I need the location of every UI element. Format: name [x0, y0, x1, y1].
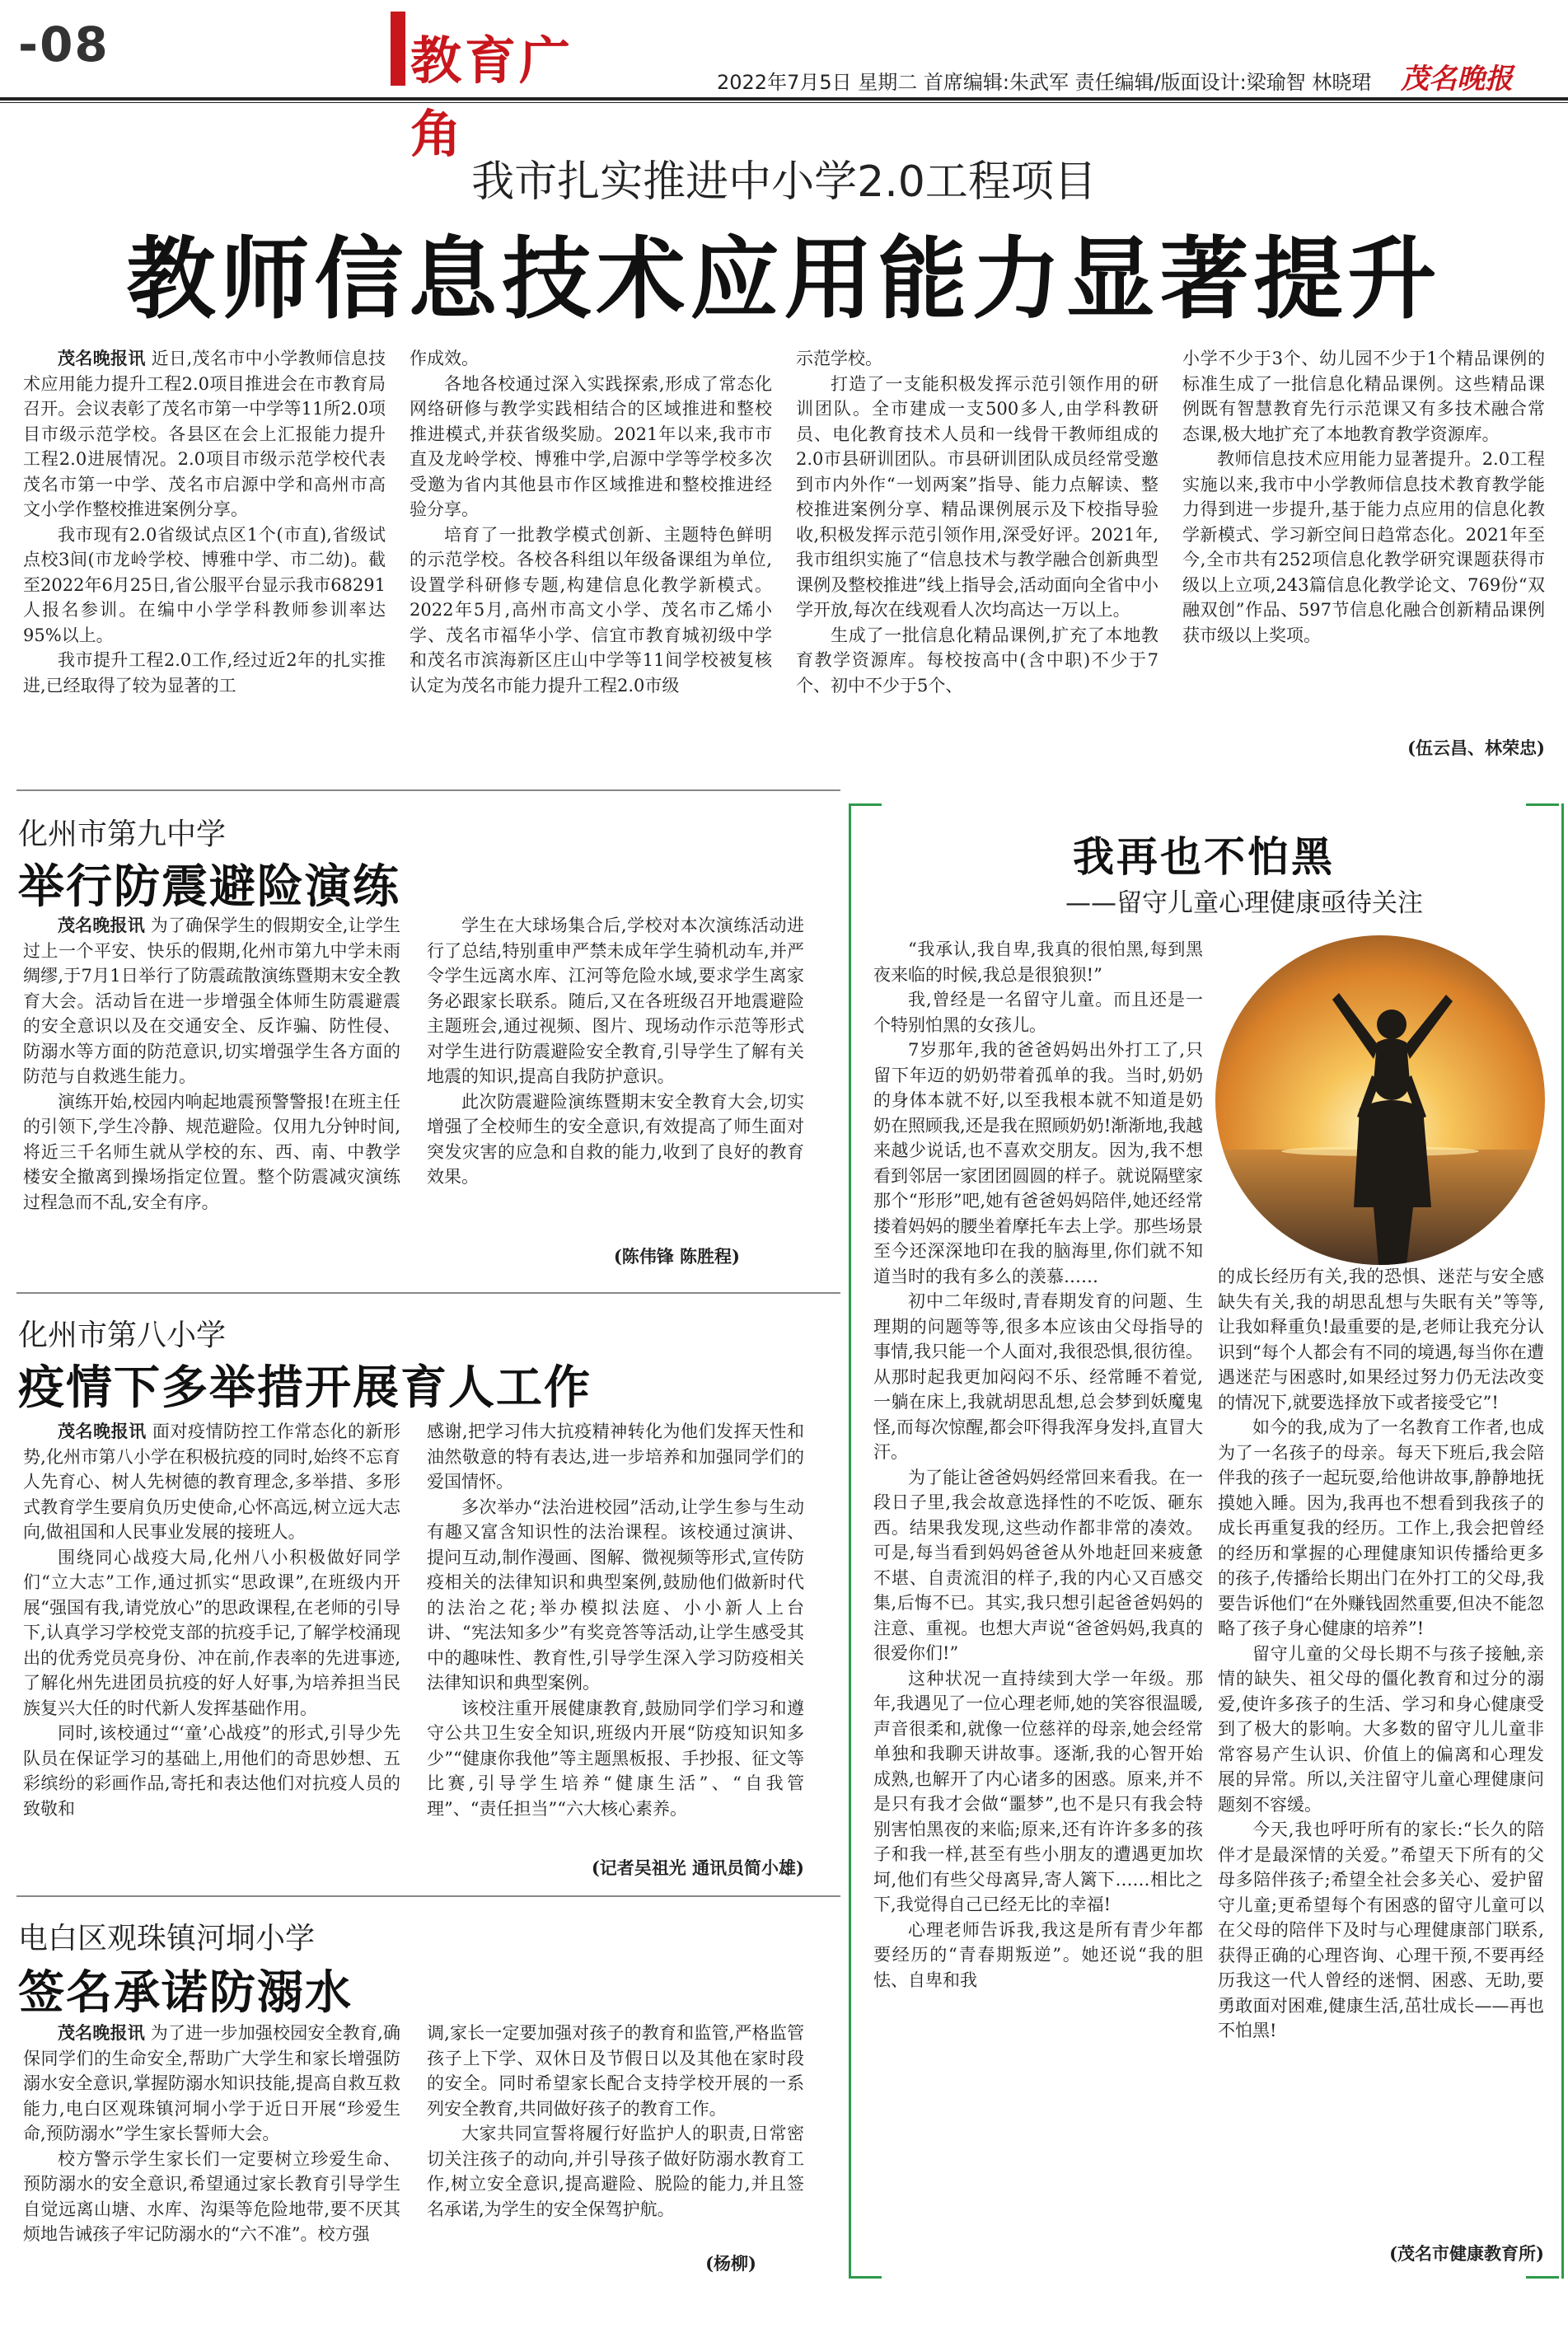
section-label-box	[391, 12, 580, 164]
paragraph-text: 多次举办“法治进校园”活动,让学生参与生动有趣又富含知识性的法治课程。该校通过演讲、提问互动,制作漫画、图解、微视频等形式,宣传防疫相关的法律知识和典型案例,鼓励他们做新时代的法治之花;举办模拟法庭、小小新人上台讲、“宪法知多少”有奖竞答等活动,让学生感受其中的趣味性、教育性,引导学生深入学习防疫相关法律知识和典型案例。	[427, 1497, 804, 1693]
lead-kicker: 我市扎实推进中小学2.0工程项目	[471, 157, 1097, 207]
story3-column-1	[23, 1419, 400, 1821]
paragraph-text: 同时,该校通过“‘童’心战疫”的形式,引导少先队员在保证学习的基础上,用他们的奇思妙想、五彩缤纷的彩画作品,寄托和表达他们对抗疫人员的致敬和	[23, 1723, 400, 1819]
story4-headline: 签名承诺防溺水	[18, 1966, 353, 2020]
paragraph	[23, 2147, 400, 2247]
story4-column-2	[427, 2021, 804, 2222]
paragraph	[427, 1419, 804, 1495]
paragraph	[427, 1089, 804, 1190]
paragraph	[873, 987, 1203, 1038]
paragraph	[427, 1495, 804, 1696]
paragraph-text: 为了能让爸爸妈妈经常回来看我。在一段日子里,我会故意选择性的不吃饭、砸东西。结果我发现,这些动作都非常的凑效。可是,每当看到妈妈爸爸从外地赶回来疲惫不堪、自责流泪的样子,我的内心又百感交集,后悔不已。其实,我只想引起爸爸妈妈的注意、重视。也想大声说“爸爸妈妈,我真的很爱你们!”	[873, 1467, 1203, 1663]
section-title: 教育广角	[410, 30, 574, 164]
masthead-logo: 茂名晚报	[1401, 63, 1513, 96]
paragraph-text: 校方警示学生家长们一定要树立珍爱生命、预防溺水的安全意识,希望通过家长教育引导学生自觉远离山塘、水库、沟渠等危险地带,要不厌其烦地告诫孩子牢记防溺水的“六不准”。校方强	[23, 2148, 400, 2244]
feature-corner	[1526, 803, 1559, 806]
section-divider	[16, 1292, 840, 1294]
feature-subtitle: ——留守儿童心理健康亟待关注	[1065, 888, 1423, 918]
story4-byline: (杨柳)	[705, 2253, 756, 2274]
section-accent-bar	[391, 12, 405, 86]
story4-column-1	[23, 2021, 400, 2247]
paragraph-text: 此次防震避险演练暨期末安全教育大会,切实增强了全校师生的安全意识,有效提高了师生面对突发灾害的应急和自救的能力,收到了良好的教育效果。	[427, 1091, 804, 1187]
paragraph-text: 如今的我,成为了一名教育工作者,也成为了一名孩子的母亲。每天下班后,我会陪伴我的孩子一起玩耍,给他讲故事,静静地抚摸她入睡。因为,我再也不想看到我孩子的成长再重复我的经历。工作上,我会把曾经的经历和掌握的心理健康知识传播给更多的孩子,传播给长期出门在外打工的父母,我要告诉他们“在外赚钱固然重要,但决不能忽略了孩子身心健康的培养”!	[1218, 1417, 1544, 1638]
paragraph-text: 学生在大球场集合后,学校对本次演练活动进行了总结,特别重申严禁未成年学生骑机动车,并严令学生远离水库、江河等危险水域,要求学生离家务必跟家长联系。随后,又在各班级召开地震避险主题班会,通过视频、图片、现场动作示范等形式对学生进行防震避险安全教育,引导学生了解有关地震的知识,提高自我防护意识。	[427, 916, 804, 1086]
story3-headline: 疫情下多举措开展育人工作	[18, 1361, 592, 1415]
header-editor-info: 2022年7月5日 星期二 首席编辑:朱武军 责任编辑/版面设计:梁瑜智 林晓珺	[717, 71, 1372, 94]
story2-kicker: 化州市第九中学	[18, 817, 227, 851]
story2-headline: 举行防震避险演练	[18, 860, 400, 914]
paragraph	[23, 1545, 400, 1721]
paragraph-text: 今天,我也呼吁所有的家长:“长久的陪伴才是最深情的关爱。”希望天下所有的父母多陪伴孩子;希望全社会多关心、爱护留守儿童;更希望每个有困惑的留守儿童可以在父母的陪伴下及时与心理健康部门联系,获得正确的心理咨询、心理干预,不要再经历我这一代人曾经的迷惘、困惑、无助,要勇敢面对困难,健康生活,茁壮成长——再也不怕黑!	[1218, 1820, 1544, 2040]
header-divider-thin	[0, 102, 1568, 103]
paragraph	[796, 346, 1158, 372]
paragraph	[873, 1289, 1203, 1465]
story4-kicker: 电白区观珠镇河垌小学	[18, 1922, 316, 1956]
paragraph	[796, 372, 1158, 623]
story2-column-2	[427, 913, 804, 1190]
paragraph-text: 7岁那年,我的爸爸妈妈出外打工了,只留下年迈的奶奶带着孤单的我。当时,奶奶的身体本就不好,以至我根本就不知道是奶奶在照顾我,还是我在照顾奶奶!渐渐地,我越来越少说话,也不喜欢交朋友。因为,我不想看到邻居一家团团圆圆的样子。就说隔壁家那个“形形”吧,她有爸爸妈妈陪伴,她还经常搂着妈妈的腰坐着摩托车去上学。那些场景至今还深深地印在我的脑海里,你们就不知道当时的我有多么的羡慕……	[873, 1040, 1203, 1286]
paragraph-text: 感谢,把学习伟大抗疫精神转化为他们发挥天性和油然敬意的特有表达,进一步培养和加强同学们的爱国情怀。	[427, 1422, 804, 1492]
paragraph-text: “我承认,我自卑,我真的很怕黑,每到黑夜来临的时候,我总是很狼狈!”	[873, 939, 1203, 985]
paragraph-text: 我市提升工程2.0工作,经过近2年的扎实推进,已经取得了较为显著的工	[23, 650, 386, 696]
paragraph-text: 各地各校通过深入实践探索,形成了常态化网络研修与教学实践相结合的区域推进和整校推进模式,并获省级奖励。2021年以来,我市市直及龙岭学校、博雅中学,启源中学等学校多次受邀为省内其他县市作区域推进和整校推进经验分享。	[410, 373, 772, 519]
story3-column-2	[427, 1419, 804, 1821]
feature-column-2	[1218, 1264, 1544, 2044]
paragraph	[427, 1696, 804, 1822]
sunset-photo-icon	[1215, 935, 1545, 1265]
paragraph	[410, 346, 772, 372]
paragraph	[873, 1666, 1203, 1918]
paragraph-text: 生成了一批信息化精品课例,扩充了本地教育教学资源库。每校按高中(含中职)不少于7个、初中不少于5个、	[796, 625, 1158, 696]
paragraph	[873, 1918, 1203, 1993]
story3-byline: (记者吴祖光 通讯员简小雄)	[591, 1857, 804, 1878]
paragraph-text: 大家共同宣誓将履行好监护人的职责,日常密切关注孩子的动向,并引导孩子做好防溺水教育工作,树立安全意识,提高避险、脱险的能力,并且签名承诺,为学生的安全保驾护航。	[427, 2124, 804, 2219]
paragraph-text: 心理老师告诉我,我这是所有青少年都要经历的“青春期叛逆”。她还说“我的胆怯、自卑和我	[873, 1919, 1203, 1990]
paragraph-text: 培育了一批教学模式创新、主题特色鲜明的示范学校。各校各科组以年级备课组为单位,设置学科研修专题,构建信息化教学新模式。2022年5月,高州市高文小学、茂名市乙烯小学、茂名市福华小学、信宜市教育城初级中学和茂名市滨海新区庄山中学等11间学校被复核认定为茂名市能力提升工程2.0市级	[410, 524, 772, 696]
feature-title: 我再也不怕黑	[1073, 833, 1335, 881]
dateline: 茂名晚报讯	[58, 2023, 145, 2043]
paragraph-text: 演练开始,校园内响起地震预警警报!在班主任的引领下,学生冷静、规范避险。仅用九分钟时间,将近三千名师生就从学校的东、西、南、中教学楼安全撤离到操场指定位置。整个防震减灾演练过程急而不乱,安全有序。	[23, 1091, 400, 1212]
paragraph	[1218, 1817, 1544, 2044]
paragraph	[23, 648, 386, 698]
paragraph	[23, 522, 386, 649]
paragraph	[796, 623, 1158, 699]
paragraph-text: 初中二年级时,青春期发育的问题、生理期的问题等等,很多本应该由父母指导的事情,我只能一个人面对,我很恐惧,很彷徨。从那时起我更加闷闷不乐、经常睡不着觉,一躺在床上,我就胡思乱想,总会梦到妖魔鬼怪,而每次惊醒,都会吓得我浑身发抖,直冒大汗。	[873, 1291, 1203, 1462]
paragraph	[410, 522, 772, 699]
paragraph	[1182, 447, 1545, 648]
feature-corner	[849, 803, 882, 806]
lead-column-2	[410, 346, 772, 698]
section-divider	[16, 1895, 840, 1897]
header-divider	[0, 97, 1568, 101]
paragraph	[23, 1721, 400, 1821]
paragraph-text: 的成长经历有关,我的恐惧、迷茫与安全感缺失有关,我的胡思乱想与失眠有关”等等,让我如释重负!最重要的是,老师让我充分认识到“每个人都会有不同的境遇,每当你在遭遇迷茫与困惑时,如果经过努力仍无法改变的情况下,就要选择放下或者接受它”!	[1218, 1267, 1544, 1412]
paragraph	[873, 937, 1203, 987]
paragraph	[410, 372, 772, 522]
paragraph-text: 近日,茂名市中小学教师信息技术应用能力提升工程2.0项目推进会在市教育局召开。会议表彰了茂名市第一中学等11所2.0项目市级示范学校。各县区在会上汇报能力提升工程2.0进展情况。2.0项目市级示范学校代表茂名市第一中学、茂名市启源中学和高州市高文小学作整校推进案例分享。	[23, 349, 386, 519]
lead-byline: (伍云昌、林荣忠)	[1407, 738, 1545, 758]
paragraph-text: 调,家长一定要加强对孩子的教育和监管,严格监管孩子上下学、双休日及节假日以及其他在家时段的安全。同时希望家长配合支持学校开展的一系列安全教育,共同做好孩子的教育工作。	[427, 2023, 804, 2119]
paragraph	[427, 913, 804, 1089]
story2-byline: (陈伟锋 陈胜程)	[613, 1246, 740, 1267]
dateline: 茂名晚报讯	[58, 1422, 147, 1441]
paragraph	[23, 913, 400, 1089]
paragraph	[23, 2021, 400, 2147]
page-number: -08	[18, 16, 110, 73]
feature-byline: (茂名市健康教育所)	[1389, 2243, 1544, 2264]
story3-kicker: 化州市第八小学	[18, 1319, 227, 1352]
paragraph-text: 教师信息技术应用能力显著提升。2.0工程实施以来,我市中小学教师信息技术教育教学能力得到进一步提升,基于能力点应用的信息化教学新模式、学习新空间日趋常态化。2021年至今,全市共有252项信息化教学研究课题获得市级以上立项,243篇信息化教学论文、769份“双融双创”作品、597节信息化融合创新精品课例获市级以上奖项。	[1182, 449, 1545, 645]
paragraph	[873, 1465, 1203, 1666]
lead-column-4	[1182, 346, 1545, 648]
paragraph-text: 作成效。	[410, 349, 479, 368]
paragraph	[1218, 1415, 1544, 1642]
paragraph-text: 我市现有2.0省级试点区1个(市直),省级试点校3间(市龙岭学校、博雅中学、市二幼)。截至2022年6月25日,省公服平台显示我市68291人报名参训。在编中小学学科教师参训率达95%以上。	[23, 524, 386, 645]
feature-corner	[849, 2276, 882, 2279]
paragraph-text: 示范学校。	[796, 349, 882, 368]
paragraph	[23, 346, 386, 522]
paragraph-text: 打造了一支能积极发挥示范引领作用的研训团队。全市建成一支500多人,由学科教研员、电化教育技术人员和一线骨干教师组成的2.0市县研训团队。市县研训团队成员经常受邀到市内外作“一划两案”指导、能力点解读、整校推进案例分享、精品课例展示及下校指导验收,积极发挥示范引领作用,深受好评。2021年,我市组织实施了“信息技术与教学融合创新典型课例及整校推进”线上指导会,活动面向全省中小学开放,每次在线观看人次均高达一万以上。	[796, 373, 1158, 620]
lead-column-1	[23, 346, 386, 698]
paragraph	[427, 2121, 804, 2222]
parent-child-sunset-photo	[1215, 935, 1545, 1265]
paragraph	[1218, 1642, 1544, 1818]
feature-corner	[1526, 2276, 1559, 2279]
dateline: 茂名晚报讯	[58, 916, 145, 935]
paragraph-text: 围绕同心战疫大局,化州八小积极做好同学们“立大志”工作,通过抓实“思政课”,在班级内开展“强国有我,请党放心”的思政课程,在老师的引导下,认真学习学校党支部的抗疫手记,了解学校涌现出的优秀党员亮身份、冲在前,作表率的先进事迹,了解化州先进团员抗疫的好人好事,为培养担当民族复兴大任的时代新人发挥基础作用。	[23, 1547, 400, 1718]
paragraph	[873, 1038, 1203, 1289]
dateline: 茂名晚报讯	[58, 349, 146, 368]
lead-column-3	[796, 346, 1158, 698]
section-divider	[16, 789, 840, 791]
lead-headline: 教师信息技术应用能力显著提升	[126, 228, 1442, 331]
paragraph-text: 这种状况一直持续到大学一年级。那年,我遇见了一位心理老师,她的笑容很温暖,声音很柔和,就像一位慈祥的母亲,她会经常单独和我聊天讲故事。逐渐,我的心智开始成熟,也解开了内心诸多的困惑。原来,并不是只有我才会做“噩梦”,也不是只有我会特别害怕黑夜的来临;原来,还有许许多多的孩子和我一样,甚至有些小朋友的遭遇更加坎坷,他们有些父母离异,寄人篱下……相比之下,我觉得自己已经无比的幸福!	[873, 1668, 1203, 1914]
paragraph-text: 小学不少于3个、幼儿园不少于1个精品课例的标准生成了一批信息化精品课例。这些精品课例既有智慧教育先行示范课又有多技术融合常态课,极大地扩充了本地教育教学资源库。	[1182, 349, 1545, 444]
paragraph	[427, 2021, 804, 2121]
story2-column-1	[23, 913, 400, 1215]
paragraph	[23, 1419, 400, 1545]
feature-column-1	[873, 937, 1203, 1993]
paragraph	[1218, 1264, 1544, 1415]
paragraph-text: 该校注重开展健康教育,鼓励同学们学习和遵守公共卫生安全知识,班级内开展“防疫知识知多少”“健康你我他”等主题黑板报、手抄报、征文等比赛,引导学生培养“健康生活”、“自我管理”、“责任担当”“六大核心素养。	[427, 1698, 804, 1819]
paragraph-text: 面对疫情防控工作常态化的新形势,化州市第八小学在积极抗疫的同时,始终不忘育人先育心、树人先树德的教育理念,多举措、多形式教育学生要肩负历史使命,心怀高远,树立远大志向,做祖国和人民事业发展的接班人。	[23, 1422, 400, 1542]
paragraph-text: 为了进一步加强校园安全教育,确保同学们的生命安全,帮助广大学生和家长增强防溺水安全意识,掌握防溺水知识技能,提高自救互救能力,电白区观珠镇河垌小学于近日开展“珍爱生命,预防溺水”学生家长誓师大会。	[23, 2023, 401, 2143]
paragraph	[23, 1089, 400, 1216]
paragraph-text: 为了确保学生的假期安全,让学生过上一个平安、快乐的假期,化州市第九中学未雨绸缪,于7月1日举行了防震疏散演练暨期末安全教育大会。活动旨在进一步增强全体师生防震避震的安全意识以及在交通安全、反诈骗、防性侵、防溺水等方面的防范意识,切实增强学生各方面的防范与自救逃生能力。	[23, 916, 401, 1086]
paragraph	[1182, 346, 1545, 447]
paragraph-text: 我,曾经是一名留守儿童。而且还是一个特别怕黑的女孩儿。	[873, 990, 1203, 1035]
paragraph-text: 留守儿童的父母长期不与孩子接触,亲情的缺失、祖父母的僵化教育和过分的溺爱,使许多孩子的生活、学习和身心健康受到了极大的影响。大多数的留守儿儿童非常容易产生认识、价值上的偏离和心理发展的异常。所以,关注留守儿童心理健康问题刻不容缓。	[1218, 1643, 1544, 1815]
